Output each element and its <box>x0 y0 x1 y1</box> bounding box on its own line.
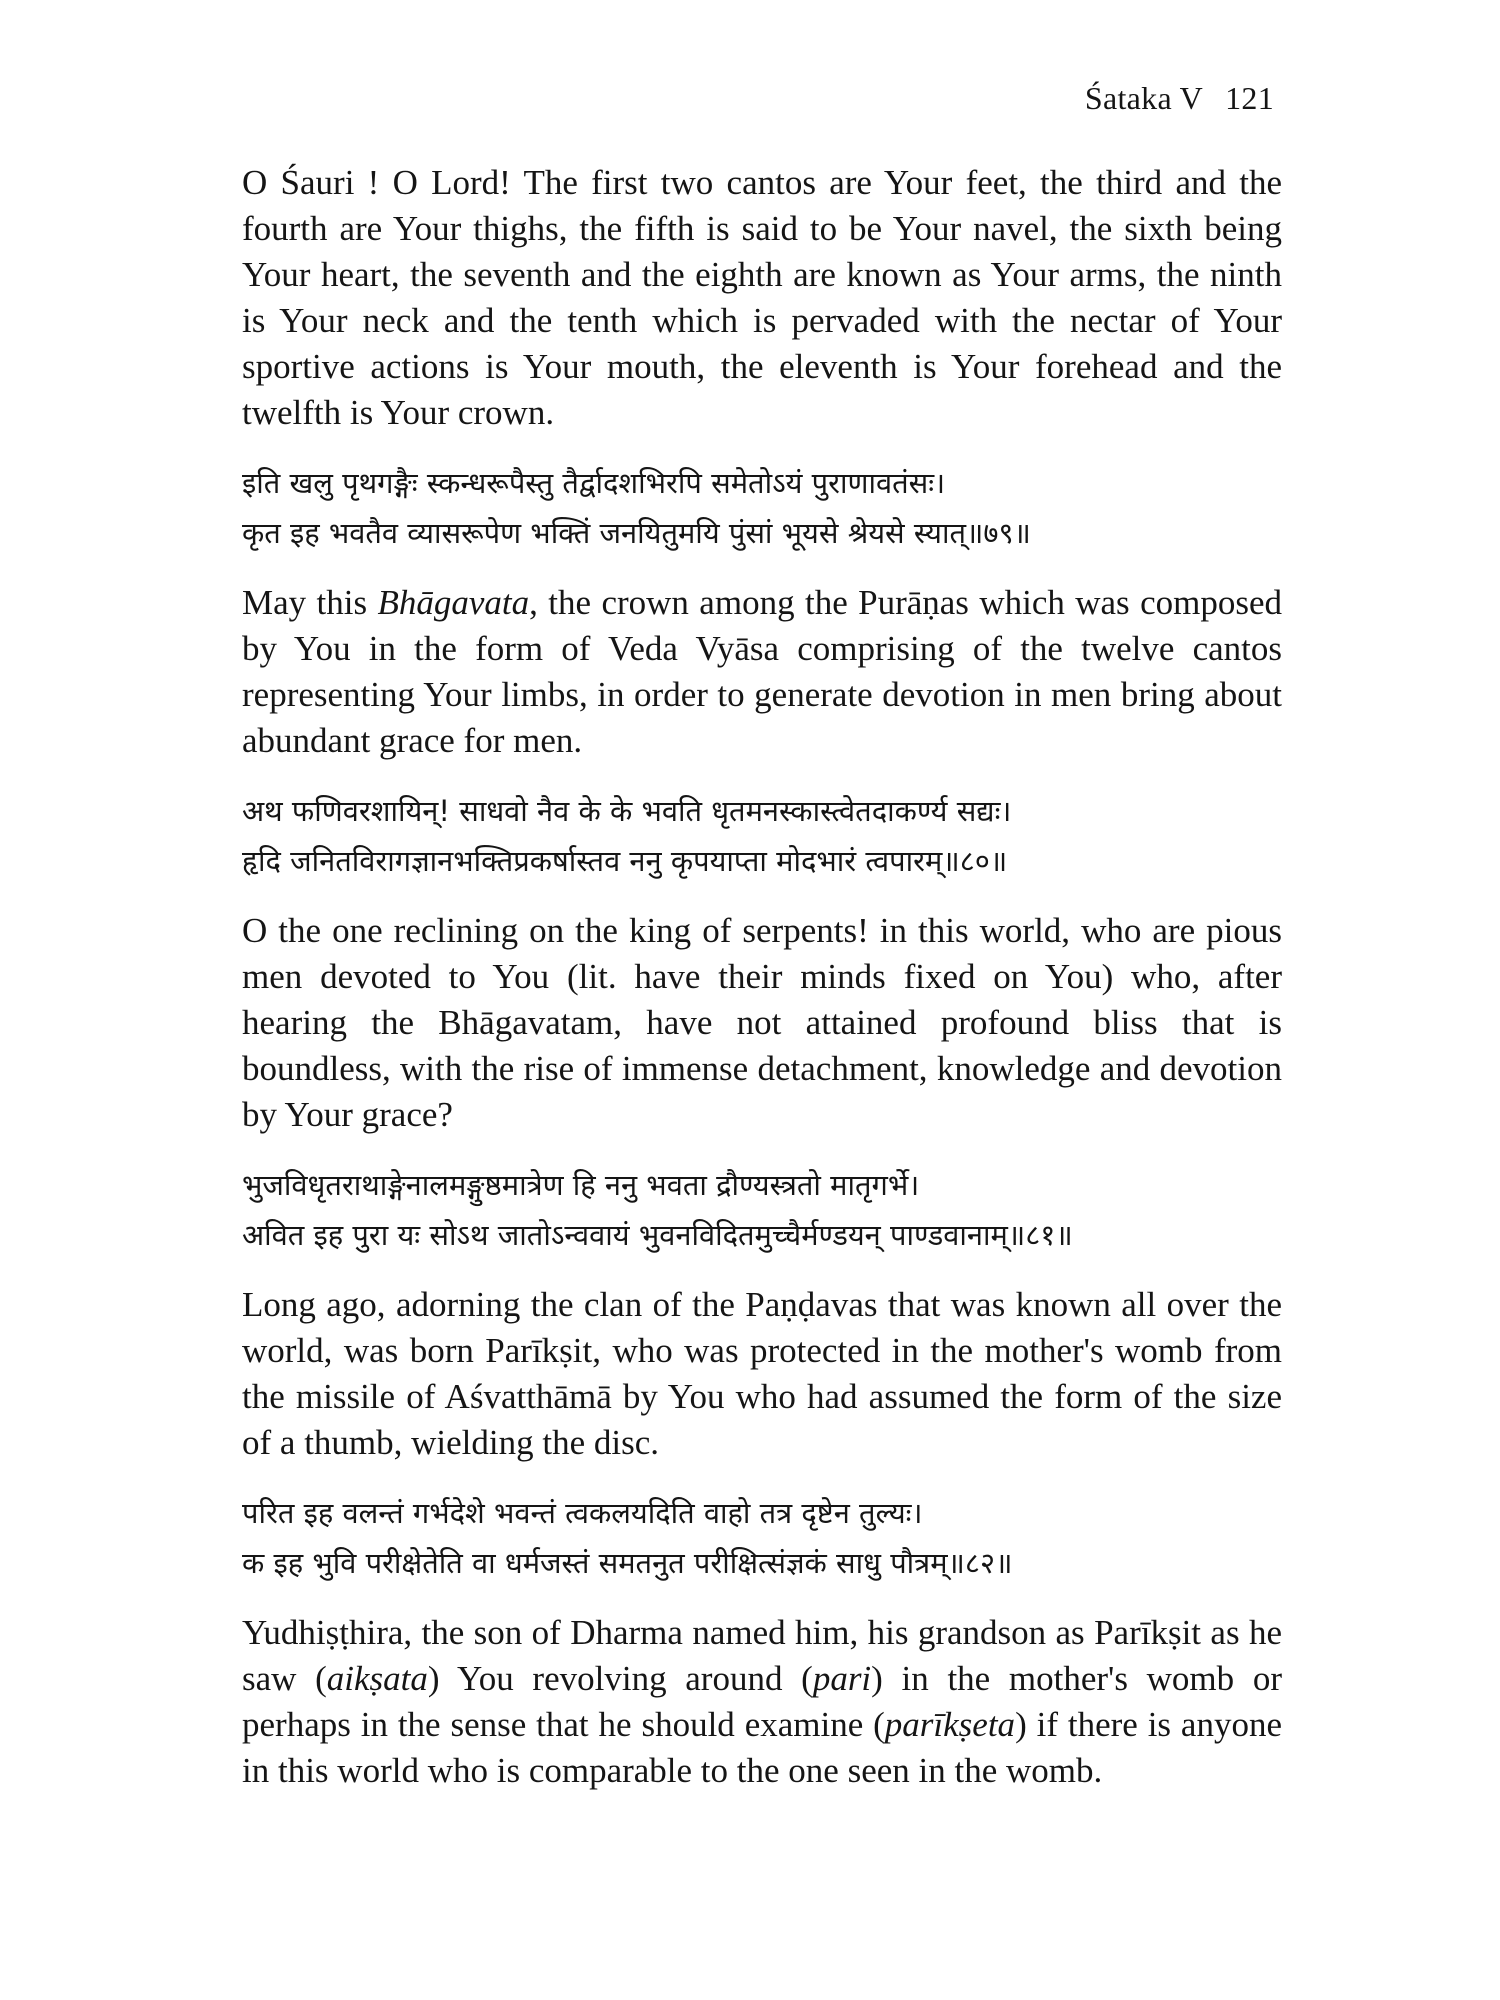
translation-paragraph-3: O the one reclining on the king of serpents! in this world, who are pious men devoted to You (lit. have their minds fixed on You) who, after hearing the Bhāgavatam, have not attained profound bliss that is boundless, with the rise of immense detachment, knowledge and devotion by Your grace? <box>242 911 1282 1134</box>
italic-term: Bhāgavata <box>377 583 530 622</box>
text-run: ) if there is anyone in this world who is comparable to the one seen in the womb. <box>242 1705 1282 1790</box>
text-run: , the crown among the Purāṇas which was composed by You in the form of Veda Vyāsa comprising of the twelve cantos representing Your limbs, in order to generate devotion in men bring about abundant grace for men. <box>242 583 1282 760</box>
text-run: May this <box>242 583 378 622</box>
section-title: Śataka V <box>1084 80 1204 116</box>
sanskrit-verse-82 <box>242 1488 1282 1588</box>
sanskrit-verse-81 <box>242 1160 1282 1260</box>
verse-line: इति खलु पृथगङ्गैः स्कन्धरूपैस्तु तैर्द्वादशभिरपि समेतोऽयं पुराणावतंसः। <box>242 466 946 500</box>
page-number: 121 <box>1225 80 1274 116</box>
verse-line: परित इह वलन्तं गर्भदेशे भवन्तं त्वकलयदिति वाहो तत्र दृष्टेन तुल्यः। <box>242 1496 923 1530</box>
verse-line: हृदि जनितविरागज्ञानभक्तिप्रकर्षास्तव ननु कृपयाप्ता मोदभारं त्वपारम्॥८०॥ <box>242 844 1008 878</box>
sanskrit-verse-79 <box>242 458 1282 558</box>
verse-line: क इह भुवि परीक्षेतेति वा धर्मजस्तं समतनुत परीक्षित्संज्ञकं साधु पौत्रम्॥८२॥ <box>242 1546 1013 1580</box>
translation-paragraph-5 <box>242 1610 1282 1794</box>
italic-term: aikṣata <box>326 1659 428 1698</box>
italic-term: parīkṣeta <box>884 1705 1016 1744</box>
page-body <box>242 160 1282 1816</box>
text-run: ) in the mother's womb or perhaps in the sense that he should examine ( <box>242 1659 1283 1744</box>
verse-line: अवित इह पुरा यः सोऽथ जातोऽन्ववायं भुवनविदितमुच्चैर्मण्डयन् पाण्डवानाम्॥८१॥ <box>242 1218 1073 1252</box>
translation-paragraph-4: Long ago, adorning the clan of the Paṇḍavas that was known all over the world, was born Parīkṣit, who was protected in the mother's womb from the missile of Aśvatthāmā by You who had assumed the form of the size of a thumb, wielding the disc. <box>242 1285 1282 1462</box>
verse-line: अथ फणिवरशायिन्! साधवो नैव के के भवति धृतमनस्कास्त्वेतदाकर्ण्य सद्यः। <box>242 794 1012 828</box>
italic-term: pari <box>812 1659 872 1698</box>
translation-paragraph-2 <box>242 580 1282 764</box>
verse-line: कृत इह भवतैव व्यासरूपेण भक्तिं जनयितुमयि पुंसां भूयसे श्रेयसे स्यात्॥७९॥ <box>242 516 1031 550</box>
verse-line: भुजविधृतराथाङ्गेनालमङ्गुष्ठमात्रेण हि ननु भवता द्रौण्यस्त्रतो मातृगर्भे। <box>242 1168 920 1202</box>
translation-paragraph-1: O Śauri ! O Lord! The first two cantos are Your feet, the third and the fourth are Your thighs, the fifth is said to be Your navel, the sixth being Your heart, the seventh and the eighth are known as Your arms, the ninth is Your neck and the tenth which is pervaded with the nectar of Your sportive actions is Your mouth, the eleventh is Your forehead and the twelfth is Your crown. <box>242 163 1282 432</box>
text-run: ) You revolving around ( <box>427 1659 813 1698</box>
running-header <box>900 76 1274 120</box>
text-run: Yudhiṣṭhira, the son of Dharma named him, his grandson as Parīkṣit as he saw ( <box>242 1613 1282 1698</box>
sanskrit-verse-80 <box>242 786 1282 886</box>
